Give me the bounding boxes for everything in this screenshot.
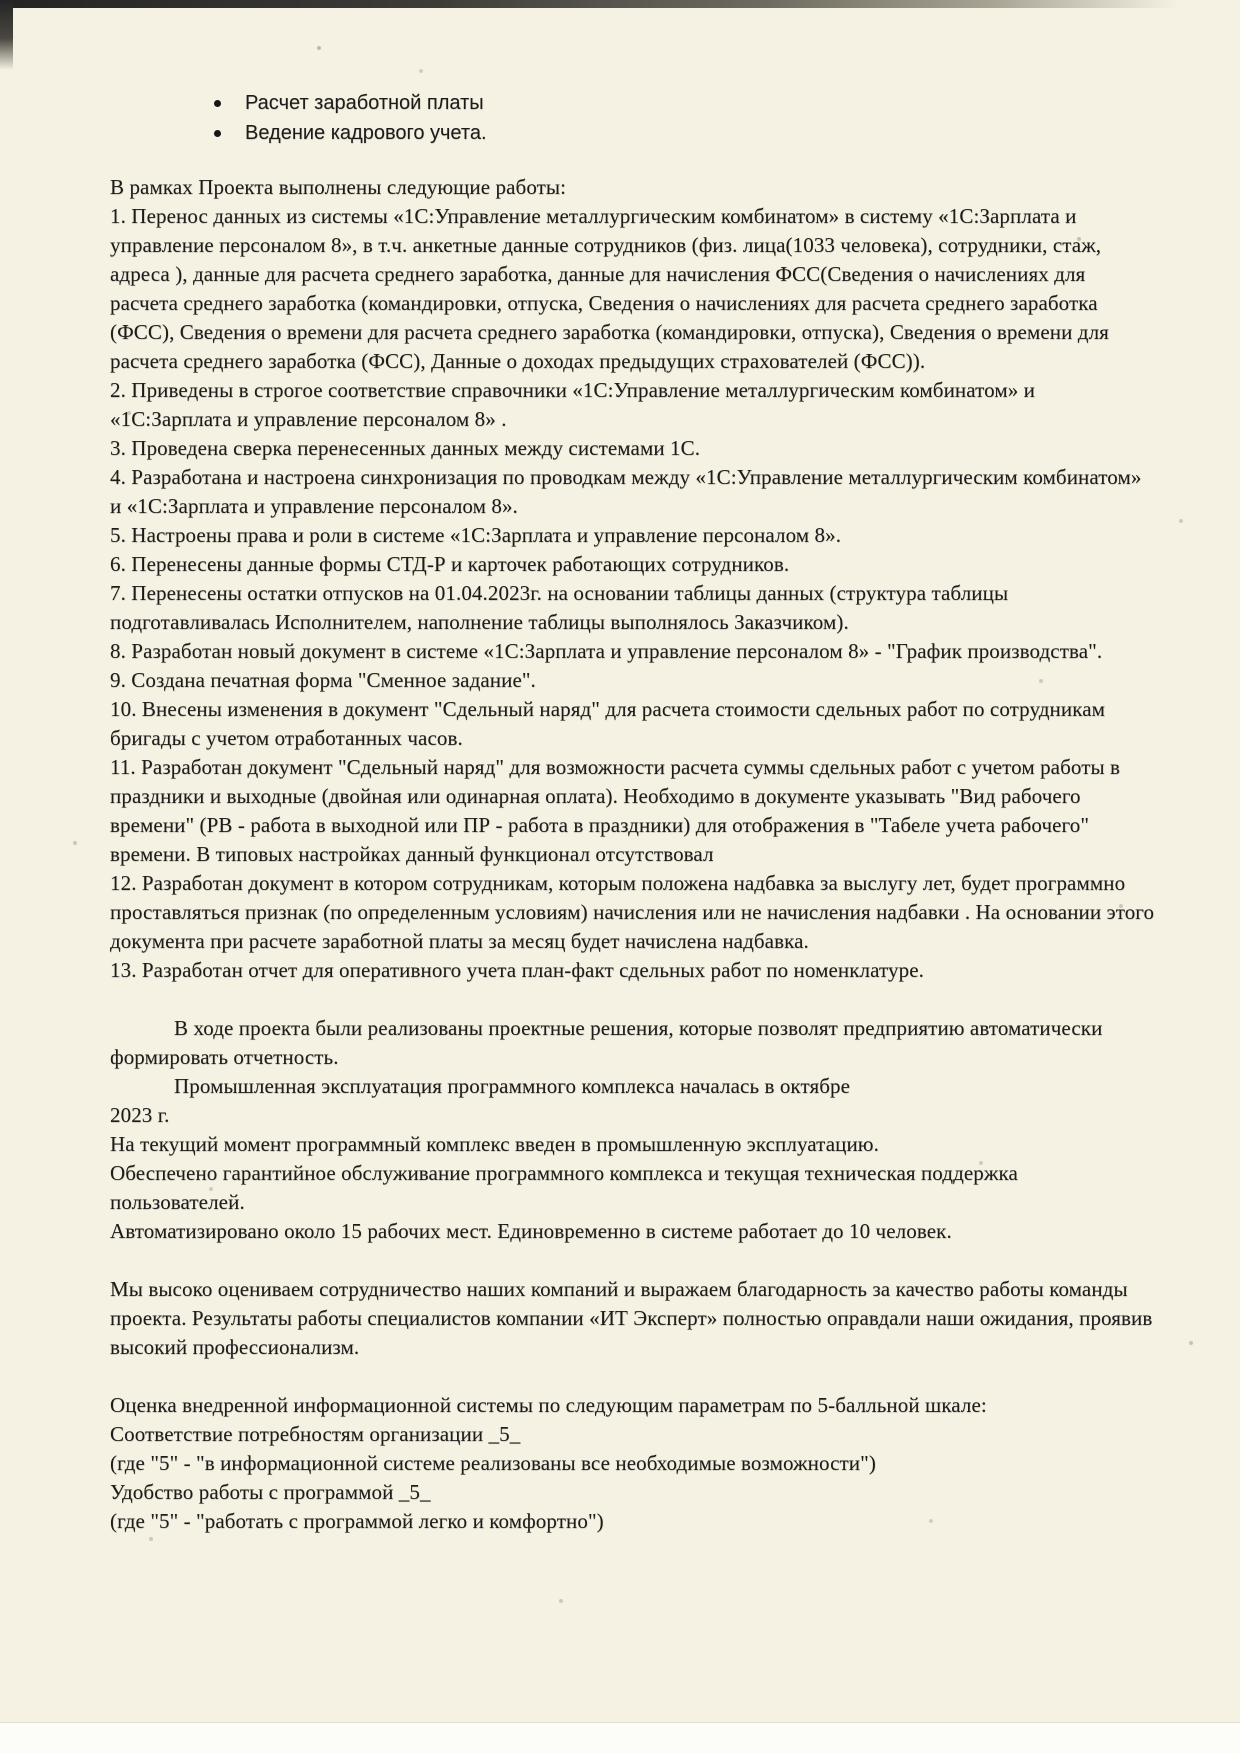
- work-item: 8. Разработан новый документ в системе «1С:Зарплата и управление персоналом 8» - "График производства".: [110, 639, 1103, 663]
- body-text: [110, 173, 1158, 1536]
- bullet-list: [110, 88, 1158, 148]
- rating-line: Удобство работы с программой _5_: [110, 1480, 431, 1504]
- rating-note-line: (где "5" - "работать с программой легко и комфортно"): [110, 1509, 604, 1533]
- work-item: 7. Перенесены остатки отпусков на 01.04.2023г. на основании таблицы данных (структура таблицы подготавливалась Исполнителем, наполнение таблицы выполнялось Заказчиком).: [110, 581, 1009, 634]
- work-item: 1. Перенос данных из системы «1С:Управление металлургическим комбинатом» в систему «1С:Зарплата и управление персоналом 8», в т.ч. анкетные данные сотрудников (физ. лица(1033 человека), сотрудники, стаж, адреса ), данные для расчета среднего заработка, данные для начисления ФСС(Сведения о начислениях для расчета среднего заработка (командировки, отпуска, Сведения о начислениях для расчета среднего заработка (ФСС), Сведения о времени для расчета среднего заработка (командировки, отпуска), Сведения о времени для расчета среднего заработка (ФСС), Данные о доходах предыдущих страхователей (ФСС)).: [110, 204, 1109, 373]
- work-item: 9. Создана печатная форма "Сменное задание".: [110, 668, 536, 692]
- work-item: 5. Настроены права и роли в системе «1С:Зарплата и управление персоналом 8».: [110, 523, 842, 547]
- work-item: 10. Внесены изменения в документ "Сдельный наряд" для расчета стоимости сдельных работ по сотрудникам бригады с учетом отработанных часов.: [110, 697, 1106, 750]
- paragraph: В ходе проекта были реализованы проектные решения, которые позволят предприятию автоматически формировать отчетность.: [110, 1016, 1103, 1069]
- intro-line: В рамках Проекта выполнены следующие работы:: [110, 175, 567, 199]
- paragraph: На текущий момент программный комплекс введен в промышленную эксплуатацию.: [110, 1132, 879, 1156]
- document-content: [110, 88, 1158, 1536]
- rating-intro-line: Оценка внедренной информационной системы по следующим параметрам по 5-балльной шкале:: [110, 1393, 987, 1417]
- scan-noise: [0, 0, 2, 2]
- work-item: 6. Перенесены данные формы СТД-Р и карточек работающих сотрудников.: [110, 552, 790, 576]
- work-item: 13. Разработан отчет для оперативного учета план-факт сдельных работ по номенклатуре.: [110, 958, 924, 982]
- work-item: 12. Разработан документ в котором сотрудникам, которым положена надбавка за выслугу лет, будет программно проставляться признак (по определенным условиям) начисления или не начисления надбавки . На основании этого документа при расчете заработной платы за месяц будет начислена надбавка.: [110, 871, 1155, 953]
- work-item: 4. Разработана и настроена синхронизация по проводкам между «1С:Управление металлургическим комбинатом» и «1С:Зарплата и управление персоналом 8».: [110, 465, 1142, 518]
- bullet-item: Расчет заработной платы: [110, 88, 1158, 118]
- work-item: 3. Проведена сверка перенесенных данных между системами 1С.: [110, 436, 701, 460]
- page-bottom-edge: [0, 1722, 1240, 1753]
- paragraph: Автоматизировано около 15 рабочих мест. Единовременно в системе работает до 10 человек.: [110, 1219, 952, 1243]
- work-item: 2. Приведены в строгое соответствие справочники «1С:Управление металлургическим комбинатом» и «1С:Зарплата и управление персоналом 8» .: [110, 378, 1036, 431]
- paragraph: Промышленная эксплуатация программного комплекса началась в октябре: [174, 1074, 851, 1098]
- paragraph: Мы высоко оцениваем сотрудничество наших компаний и выражаем благодарность за качество работы команды проекта. Результаты работы специалистов компании «ИТ Эксперт» полностью оправдали наши ожидания, проявив высокий профессионализм.: [110, 1277, 1153, 1359]
- work-item: 11. Разработан документ "Сдельный наряд" для возможности расчета суммы сдельных работ с учетом работы в праздники и выходные (двойная или одинарная оплата). Необходимо в документе указывать "Вид рабочего времени" (РВ - работа в выходной или ПР - работа в праздники) для отображения в "Табеле учета рабочего" времени. В типовых настройках данный функционал отсутствовал: [110, 755, 1121, 866]
- paragraph: Обеспечено гарантийное обслуживание программного комплекса и текущая техническая поддержка пользователей.: [110, 1161, 1018, 1214]
- scan-top-edge: [0, 0, 1240, 8]
- bullet-item: Ведение кадрового учета.: [110, 118, 1158, 148]
- paragraph: 2023 г.: [110, 1103, 170, 1127]
- rating-line: Соответствие потребностям организации _5_: [110, 1422, 521, 1446]
- rating-note-line: (где "5" - "в информационной системе реализованы все необходимые возможности"): [110, 1451, 876, 1475]
- scan-corner-edge: [0, 0, 13, 70]
